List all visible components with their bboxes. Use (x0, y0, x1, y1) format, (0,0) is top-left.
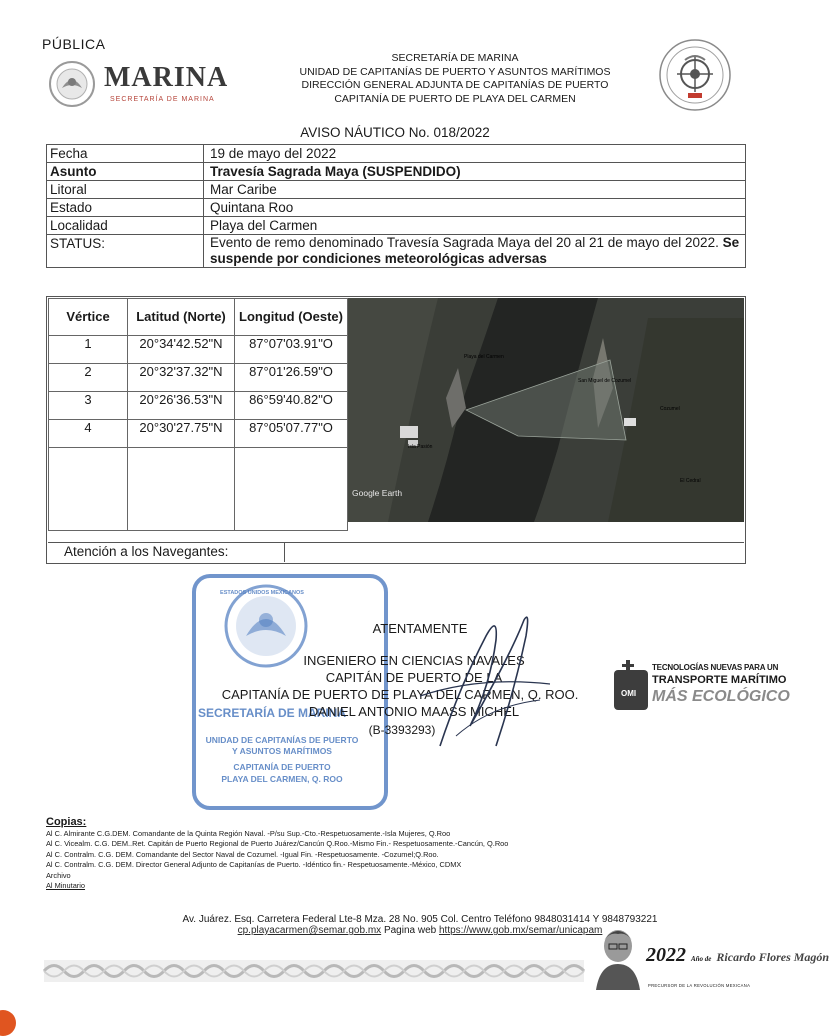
institution-header (270, 52, 640, 106)
classification-label: PÚBLICA (42, 36, 106, 52)
latitude-cell: 20°34'42.52"N (128, 336, 235, 364)
year-badge (646, 944, 829, 967)
empty-cell (49, 448, 128, 531)
copies-title: Copias: (46, 816, 87, 828)
handwritten-signature (400, 596, 560, 766)
longitude-cell: 87°01'26.59"O (235, 364, 348, 392)
table-row (49, 392, 348, 420)
signatory-id: (B-3393293) (368, 723, 436, 737)
status-text: Evento de remo denominado Travesía Sagrada Maya del 20 al 21 de mayo del 2022. (210, 235, 719, 250)
table-row (47, 199, 746, 217)
col-header-vertex: Vértice (49, 299, 128, 336)
stamp-department: SECRETARÍA DE MARINA (197, 706, 346, 720)
col-header-longitude: Longitud (Oeste) (235, 299, 348, 336)
signatory-line: CAPITÁN DE PUERTO DE LA (325, 670, 503, 685)
imo-tag: OMI (621, 689, 637, 698)
table-row (47, 145, 746, 163)
signatory-line: CAPITANÍA DE PUERTO DE PLAYA DEL CARMEN, Q. ROO. (221, 687, 579, 702)
table-row (47, 181, 746, 199)
satellite-map-image (348, 298, 744, 522)
table-row (49, 364, 348, 392)
row-value: Playa del Carmen (204, 217, 746, 235)
row-value: Quintana Roo (204, 199, 746, 217)
row-label: Asunto (47, 163, 204, 181)
status-label: STATUS: (47, 235, 204, 268)
status-bold-text: Se suspende por condiciones meteorológicas adversas (210, 235, 740, 266)
corner-dot (0, 1010, 16, 1036)
table-row (47, 163, 746, 181)
table-row (49, 448, 348, 531)
table-row (47, 217, 746, 235)
map-label: Isla Pasión (408, 444, 433, 450)
longitude-cell: 87°07'03.91"O (235, 336, 348, 364)
semar-seal-logo (48, 60, 96, 108)
website-link[interactable]: https://www.gob.mx/semar/unicapam (438, 925, 603, 936)
copy-recipient: Archivo (46, 870, 71, 880)
row-label: Fecha (47, 145, 204, 163)
copy-recipient: Al Minutario (46, 881, 86, 891)
vertex-cell: 4 (49, 420, 128, 448)
stamp-arc-text: ESTADOS UNIDOS MEXICANOS (220, 590, 304, 596)
copy-recipient: Al C. Almirante C.G.DEM. Comandante de la Quinta Región Naval. -P/su Sup.-Cto.-Respetuosamente.-Isla Mujeres, Q.Roo (46, 829, 451, 838)
row-label: Localidad (47, 217, 204, 235)
email-link[interactable]: cp.playacarmen@semar.gob.mx (237, 925, 382, 936)
copy-recipient: Al C. Contralm. C.G. DEM. Comandante del Sector Naval de Cozumel. -Igual Fin. -Respetuosamente. -Cozumel;Q.Roo. (46, 849, 439, 859)
signatory-name: DANIEL ANTONIO MAASS MICHEL (308, 704, 520, 719)
longitude-cell: 87°05'07.77"O (235, 420, 348, 448)
map-label: Cozumel (660, 406, 680, 412)
stamp-line: PLAYA DEL CARMEN, Q. ROO (221, 774, 343, 784)
header-line: UNIDAD DE CAPITANÍAS DE PUERTO Y ASUNTOS MARÍTIMOS (299, 65, 611, 78)
tech-badge-tagline: MÁS ECOLÓGICO (652, 688, 790, 705)
year-name: Ricardo Flores Magón (716, 950, 829, 964)
table-row (49, 420, 348, 448)
stamp-line: Y ASUNTOS MARÍTIMOS (232, 746, 332, 756)
year-prefix: Año de (691, 955, 712, 963)
map-label: Playa del Carmen (464, 354, 504, 360)
copies-list (46, 816, 736, 891)
map-label: San Miguel de Cozumel (578, 378, 632, 384)
row-value: 19 de mayo del 2022 (204, 145, 746, 163)
header-line: SECRETARÍA DE MARINA (391, 52, 519, 64)
decorative-border-strip (44, 960, 584, 982)
closing-text: ATENTAMENTE (372, 621, 468, 636)
row-label: Litoral (47, 181, 204, 199)
col-header-latitude: Latitud (Norte) (128, 299, 235, 336)
vertex-cell: 2 (49, 364, 128, 392)
stamp-line: UNIDAD DE CAPITANÍAS DE PUERTO (205, 735, 359, 745)
notice-title: AVISO NÁUTICO No. 018/2022 (300, 125, 490, 140)
status-value (204, 235, 746, 268)
latitude-cell: 20°30'27.75"N (128, 420, 235, 448)
vertex-cell: 3 (49, 392, 128, 420)
unicapam-seal-logo (658, 38, 732, 112)
footer-address: Av. Juárez. Esq. Carretera Federal Lte-8 Mza. 28 No. 905 Col. Centro Teléfono 9848031414 Y 9848793221 (182, 914, 658, 925)
latitude-cell: 20°26'36.53"N (128, 392, 235, 420)
signatory-line: INGENIERO EN CIENCIAS NAVALES (303, 653, 525, 668)
web-label: Pagina web (383, 925, 437, 936)
row-value: Mar Caribe (204, 181, 746, 199)
header-line: DIRECCIÓN GENERAL ADJUNTA DE CAPITANÍAS DE PUERTO (301, 79, 609, 91)
row-label: Estado (47, 199, 204, 217)
empty-cell (235, 448, 348, 531)
copy-recipient: Al C. Vicealm. C.G. DEM..Ret. Capitán de Puerto Regional de Puerto Juárez/Cancún Q.Roo.-Mismo Fin.- Respetuosamente.-Cancún, Q.Roo (46, 839, 509, 849)
ricardo-flores-magon-portrait (592, 926, 644, 990)
brand-wordmark: MARINA (104, 62, 229, 93)
map-label: El Cedral (680, 478, 701, 484)
brand-subtitle: SECRETARÍA DE MARINA (110, 96, 215, 103)
coordinates-header-row (49, 299, 348, 336)
tech-badge-line: TRANSPORTE MARÍTIMO (652, 674, 787, 686)
year-number: 2022 (646, 944, 686, 966)
empty-cell (128, 448, 235, 531)
latitude-cell: 20°32'37.32"N (128, 364, 235, 392)
year-caption: PRECURSOR DE LA REVOLUCIÓN MEXICANA (648, 983, 751, 988)
vertex-cell: 1 (49, 336, 128, 364)
coordinates-table (48, 298, 348, 531)
status-row (47, 235, 746, 268)
table-row (49, 336, 348, 364)
stamp-line: CAPITANÍA DE PUERTO (233, 762, 331, 772)
tech-badge-line: TECNOLOGÍAS NUEVAS PARA UN (652, 663, 779, 672)
attention-value (284, 542, 745, 562)
row-value: Travesía Sagrada Maya (SUSPENDIDO) (204, 163, 746, 181)
longitude-cell: 86°59'40.82"O (235, 392, 348, 420)
copy-recipient: Al C. Contralm. C.G. DEM. Director General Adjunto de Capitanías de Puerto. -Idéntico fin.- Respetuosamente.-México, CDMX (46, 860, 462, 870)
header-line: CAPITANÍA DE PUERTO DE PLAYA DEL CARMEN (334, 92, 576, 105)
attention-label: Atención a los Navegantes: (64, 544, 229, 559)
map-attribution: Google Earth (352, 488, 403, 498)
notice-details-table (46, 144, 746, 268)
